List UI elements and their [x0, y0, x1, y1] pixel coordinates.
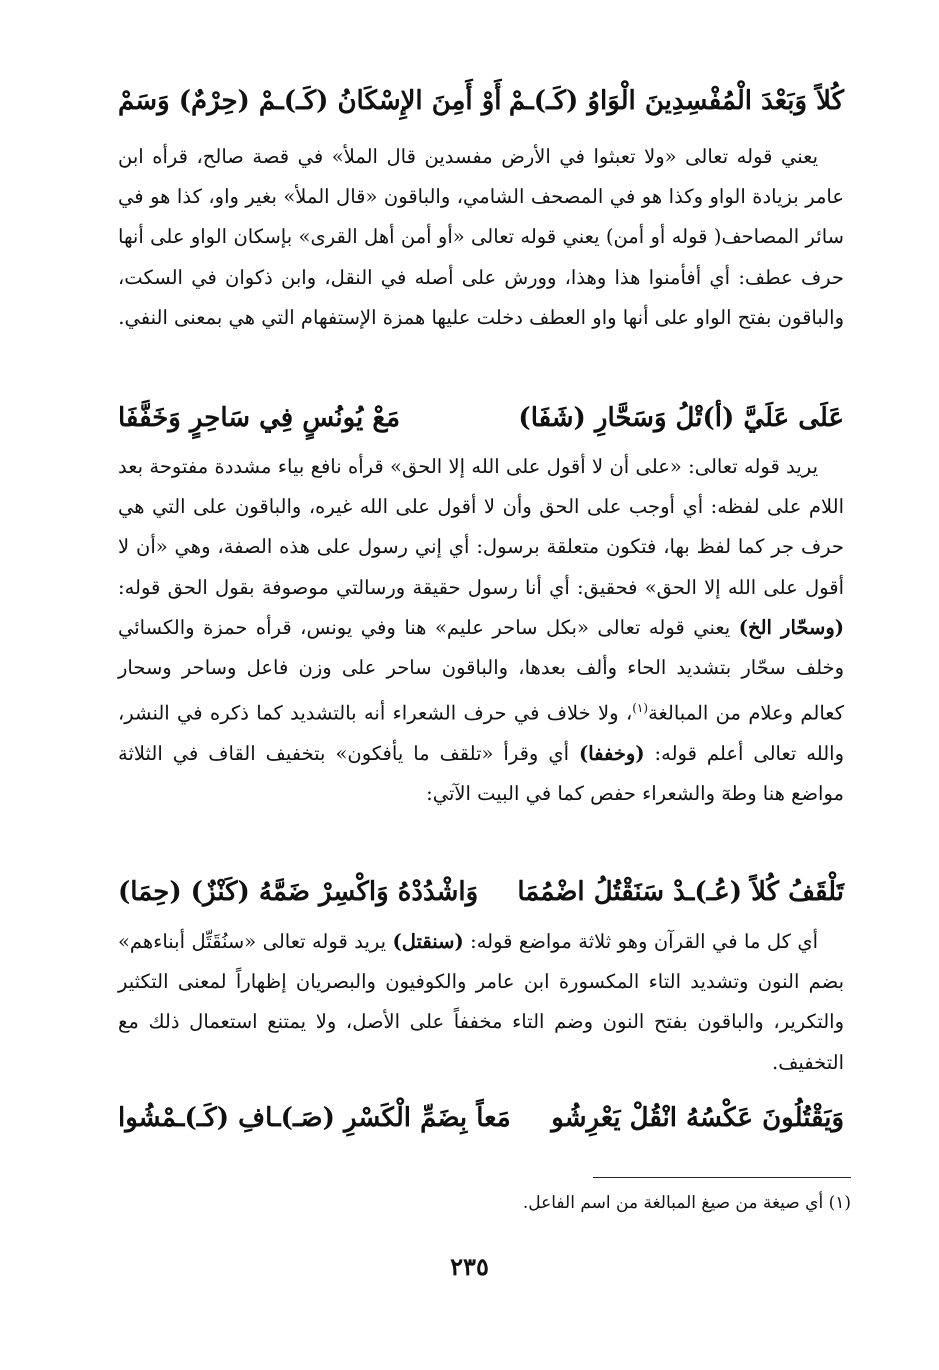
verse-hemistich-right: تَلْقَفُ كُلاً (عُـ)ـدْ سَنَقْتُلُ اضْمُمَا	[517, 877, 844, 907]
footnote: (١) أي صيغة من صيغ المبالغة من اسم الفاعل.	[522, 1193, 851, 1213]
paragraph-text: أي وقرأ «تلقف ما يأفكون» بتخفيف القاف في الثلاثة مواضع هنا وطهٓ والشعراء حفص كما في البيت الآتي:	[118, 741, 844, 806]
paragraph-text: يريد قوله تعالى: «على أن لا أقول على الله إلا الحق» قرأه نافع بياء مشددة مفتوحة بعد اللام على لفظه: أي أوجب على الحق وأن لا أقول على الله غيره، والباقون على التي هي حرف جر كما لفظ بها، فتكون متعلقة برسول: أي إني رسول على هذه الصفة، وهي «أن لا أقول على الله إلا الحق» فحقيق: أي أنا رسول حقيقة ورسالتي موصوفة بقول الحق قوله:	[118, 455, 844, 599]
paragraph-text: يعني قوله تعالى «بكل ساحر عليم» هنا وفي يونس، قرأه حمزة والكسائي وخلف سحّار بتشديد الحاء وألف بعدها، والباقون ساحر على وزن فاعل وساحر وسحار كعالم وعلام من المبالغة	[118, 615, 844, 725]
verse-line	[118, 81, 844, 121]
footnote-marker: (١)	[632, 701, 649, 716]
bold-term: (وخففا)	[578, 741, 645, 765]
paragraph-text: أي كل ما في القرآن وهو ثلاثة مواضع قوله:	[463, 930, 818, 953]
paragraph-text: ، ولا خلاف في حرف الشعراء أنه بالتشديد كما ذكره في النشر، والله تعالى أعلم قوله:	[118, 701, 844, 765]
verse-hemistich-left: مَعْ يُونُسٍ فِي سَاحِرٍ وَخَفَّفَا	[118, 403, 401, 433]
verse-hemistich-left: أَوْ أَمِنَ الإِسْكَانُ (كَـ)ـمْ (حِرْمٌ) وَسَمْ	[118, 86, 502, 116]
footnote-divider	[593, 1177, 851, 1178]
verse-line	[118, 398, 844, 438]
verse-hemistich-left: وَاشْدُدْهُ وَاكْسِرْ ضَمَّهُ (كَنْزٌ) (حِمَا)	[118, 877, 479, 907]
bold-term: (سنقتل)	[392, 930, 464, 953]
verse-hemistich-right: وَيَقْتُلُونَ عَكْسُهُ انْقُلْ يَعْرِشُو	[551, 1103, 844, 1133]
commentary-paragraph	[118, 922, 844, 1083]
bold-term: (وسحّار الخ)	[738, 615, 844, 639]
paragraph-text: يعني قوله تعالى «ولا تعبثوا في الأرض مفسدين قال الملأ» في قصة صالح، قرأه ابن عامر بزيادة الواو وكذا هو في المصحف الشامي، والباقون «قال الملأ» بغير واو، كذا هو في سائر المصاحف( قوله أو أمن) يعني قوله تعالى «أو أمن أهل القرى» بإسكان الواو على أنها حرف عطف: أي أفأمنوا هذا وهذا، وورش على أصله في النقل، وابن ذكوان في السكت، والباقون بفتح الواو على أنها واو العطف دخلت عليها همزة الإستفهام التي هي بمعنى النفي.	[118, 145, 844, 329]
verse-line	[118, 872, 844, 912]
paragraph-text: يريد قوله تعالى «سنُقَتِّل أبناءهم» بضم النون وتشديد التاء المكسورة ابن عامر والكوفيون والبصريان إظهاراً لمعنى التكثير والتكرير، والباقون بفتح النون وضم التاء مخففاً على الأصل، ولا يمتنع استعمال ذلك مع التخفيف.	[118, 930, 844, 1074]
commentary-paragraph	[118, 137, 844, 338]
verse-hemistich-right: عَلَى عَلَيَّ (أ)تْلُ وَسَحَّارِ (شَفَا)	[518, 403, 844, 433]
commentary-paragraph	[118, 447, 844, 814]
page-number: ٢٣٥	[450, 1252, 489, 1281]
verse-line	[118, 1098, 844, 1138]
verse-hemistich-left: مَعاً بِضَمِّ الْكَسْرِ (صَـ)ـافِ (كَـ)ـمْشُوا	[118, 1103, 511, 1133]
verse-hemistich-right: كُلاً وَبَعْدَ الْمُفْسِدِينَ الْوَاوُ (كَـ)ـمْ	[508, 86, 844, 116]
